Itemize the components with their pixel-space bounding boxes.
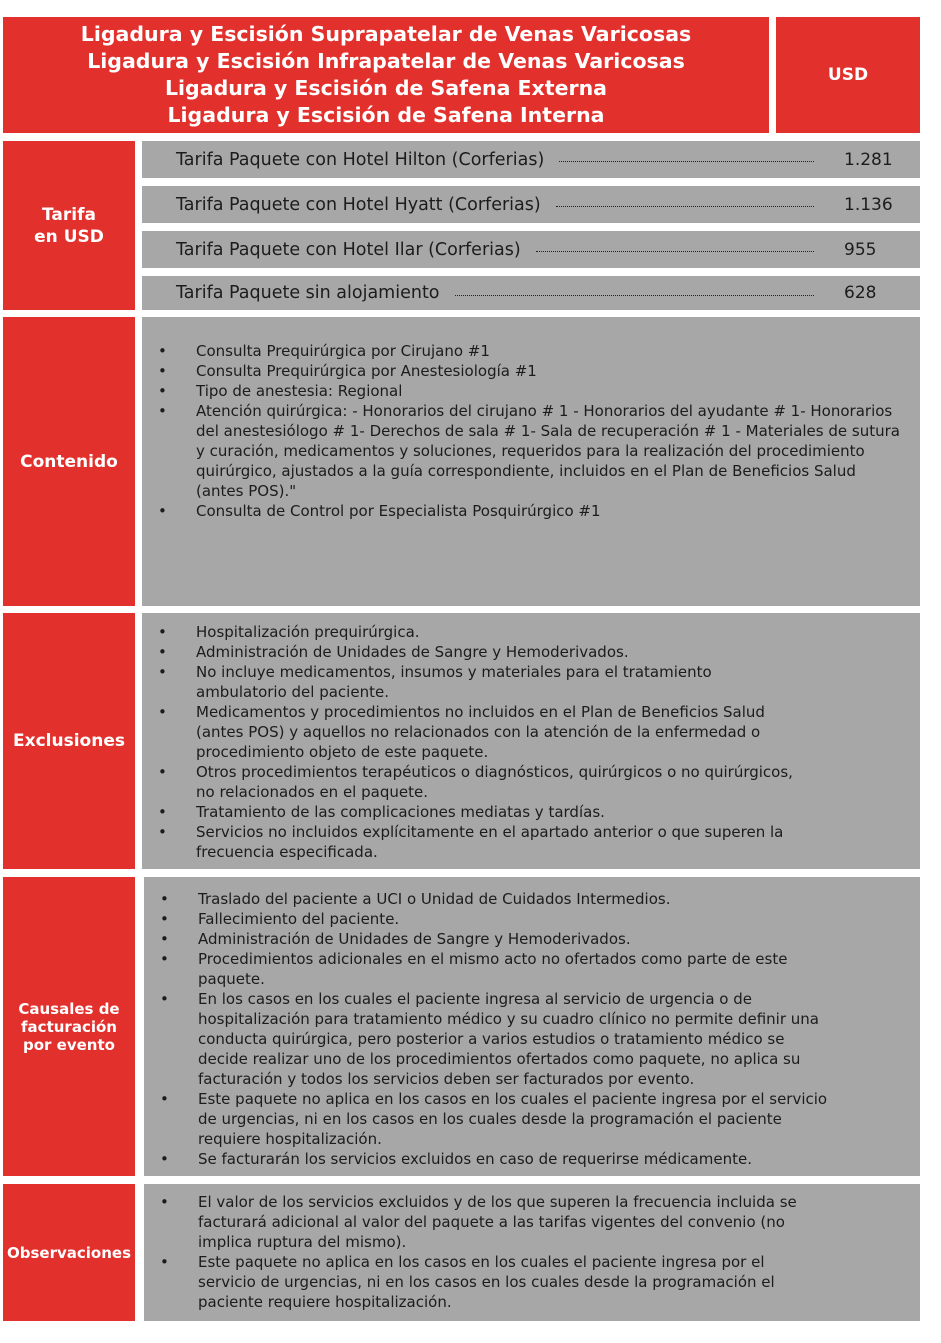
list-item: • Atención quirúrgica: - Honorarios del cirujano # 1 - Honorarios del ayudante # 1- Honorarios del anestesiólogo # 1- Derechos de sala # 1- Sala de recuperación # 1 - Materiales de sutura y curación, medicamentos y soluciones, requeridos para la realización del procedimiento quirúrgico, ajustados a la guía correspondiente, incluidos en el Plan de Beneficios Salud (antes POS)."	[142, 401, 908, 501]
list-item: • Hospitalización prequirúrgica.	[142, 622, 908, 642]
contenido-label: Contenido	[3, 317, 135, 606]
list-item: • Administración de Unidades de Sangre y Hemoderivados.	[142, 642, 908, 662]
rate-value: 1.281	[844, 149, 893, 170]
dotted-leader	[556, 206, 814, 207]
rate-name: Tarifa Paquete con Hotel Hyatt (Corferias)	[176, 194, 541, 215]
title-line-4: Ligadura y Escisión de Safena Interna	[167, 103, 605, 127]
list-item: • Consulta Prequirúrgica por Cirujano #1	[142, 341, 908, 361]
list-item: • El valor de los servicios excluidos y de los que superen la frecuencia incluida se facturará adicional al valor del paquete a las tarifas vigentes del convenio (no implica ruptura del mismo).	[144, 1192, 908, 1252]
contenido-list	[142, 341, 920, 521]
rate-name: Tarifa Paquete con Hotel Ilar (Corferias)	[176, 239, 521, 260]
list-item: • Tipo de anestesia: Regional	[142, 381, 908, 401]
rate-row-hyatt	[142, 186, 920, 223]
list-item: • Se facturarán los servicios excluidos en caso de requerirse médicamente.	[144, 1149, 908, 1169]
dotted-leader	[559, 161, 814, 162]
title-line-2: Ligadura y Escisión Infrapatelar de Venas Varicosas	[87, 49, 685, 73]
list-item: • Fallecimiento del paciente.	[144, 909, 908, 929]
list-item: • Administración de Unidades de Sangre y Hemoderivados.	[144, 929, 908, 949]
list-item: • Este paquete no aplica en los casos en los cuales el paciente ingresa por el servicio de urgencias, ni en los casos en los cuales desde la programación el paciente requiere hospitalización.	[144, 1252, 908, 1312]
rates-label: Tarifa en USD	[3, 141, 135, 310]
rate-row-ilar	[142, 231, 920, 268]
list-item: • Tratamiento de las complicaciones mediatas y tardías.	[142, 802, 908, 822]
observaciones-label: Observaciones	[3, 1184, 135, 1321]
rate-name: Tarifa Paquete sin alojamiento	[176, 283, 440, 303]
list-item: • Medicamentos y procedimientos no incluidos en el Plan de Beneficios Salud (antes POS) y aquellos no relacionados con la atención de la enfermedad o procedimiento objeto de este paquete.	[142, 702, 908, 762]
rate-value: 628	[844, 283, 877, 303]
list-item: • Este paquete no aplica en los casos en los cuales el paciente ingresa por el servicio de urgencias, ni en los casos en los cuales desde la programación el paciente requiere hospitalización.	[144, 1089, 908, 1149]
package-title	[3, 17, 769, 133]
list-item: • No incluye medicamentos, insumos y materiales para el tratamiento ambulatorio del paciente.	[142, 662, 908, 702]
exclusiones-label: Exclusiones	[3, 613, 135, 869]
title-line-3: Ligadura y Escisión de Safena Externa	[164, 76, 608, 100]
rate-row-no-lodging	[142, 276, 920, 310]
rate-value: 1.136	[844, 194, 893, 215]
list-item: • Consulta Prequirúrgica por Anestesiología #1	[142, 361, 908, 381]
list-item: • Procedimientos adicionales en el mismo acto no ofertados como parte de este paquete.	[144, 949, 908, 989]
list-item: • En los casos en los cuales el paciente ingresa al servicio de urgencia o de hospitalización para tratamiento médico y su cuadro clínico no permite definir una conducta quirúrgica, pero posterior a varios estudios o tratamiento médico se decide realizar uno de los procedimientos ofertados como paquete, no aplica su facturación y todos los servicios deben ser facturados por evento.	[144, 989, 908, 1089]
contenido-section	[142, 317, 920, 606]
causales-section	[144, 877, 920, 1176]
currency-header: USD	[776, 17, 920, 133]
list-item: • Otros procedimientos terapéuticos o diagnósticos, quirúrgicos o no quirúrgicos, no relacionados en el paquete.	[142, 762, 908, 802]
exclusiones-section	[142, 613, 920, 869]
observaciones-list	[144, 1192, 920, 1312]
list-item: • Servicios no incluidos explícitamente en el apartado anterior o que superen la frecuencia especificada.	[142, 822, 908, 862]
dotted-leader	[536, 251, 814, 252]
rate-value: 955	[844, 239, 877, 260]
rate-name: Tarifa Paquete con Hotel Hilton (Corferias)	[176, 149, 545, 170]
causales-list	[144, 889, 920, 1169]
list-item: • Consulta de Control por Especialista Posquirúrgico #1	[142, 501, 908, 521]
title-line-1: Ligadura y Escisión Suprapatelar de Venas Varicosas	[80, 22, 692, 46]
list-item: • Traslado del paciente a UCI o Unidad de Cuidados Intermedios.	[144, 889, 908, 909]
causales-label: Causales de facturación por evento	[3, 877, 135, 1176]
observaciones-section	[144, 1184, 920, 1321]
exclusiones-list	[142, 622, 920, 862]
dotted-leader	[455, 295, 814, 296]
rate-row-hilton	[142, 141, 920, 178]
